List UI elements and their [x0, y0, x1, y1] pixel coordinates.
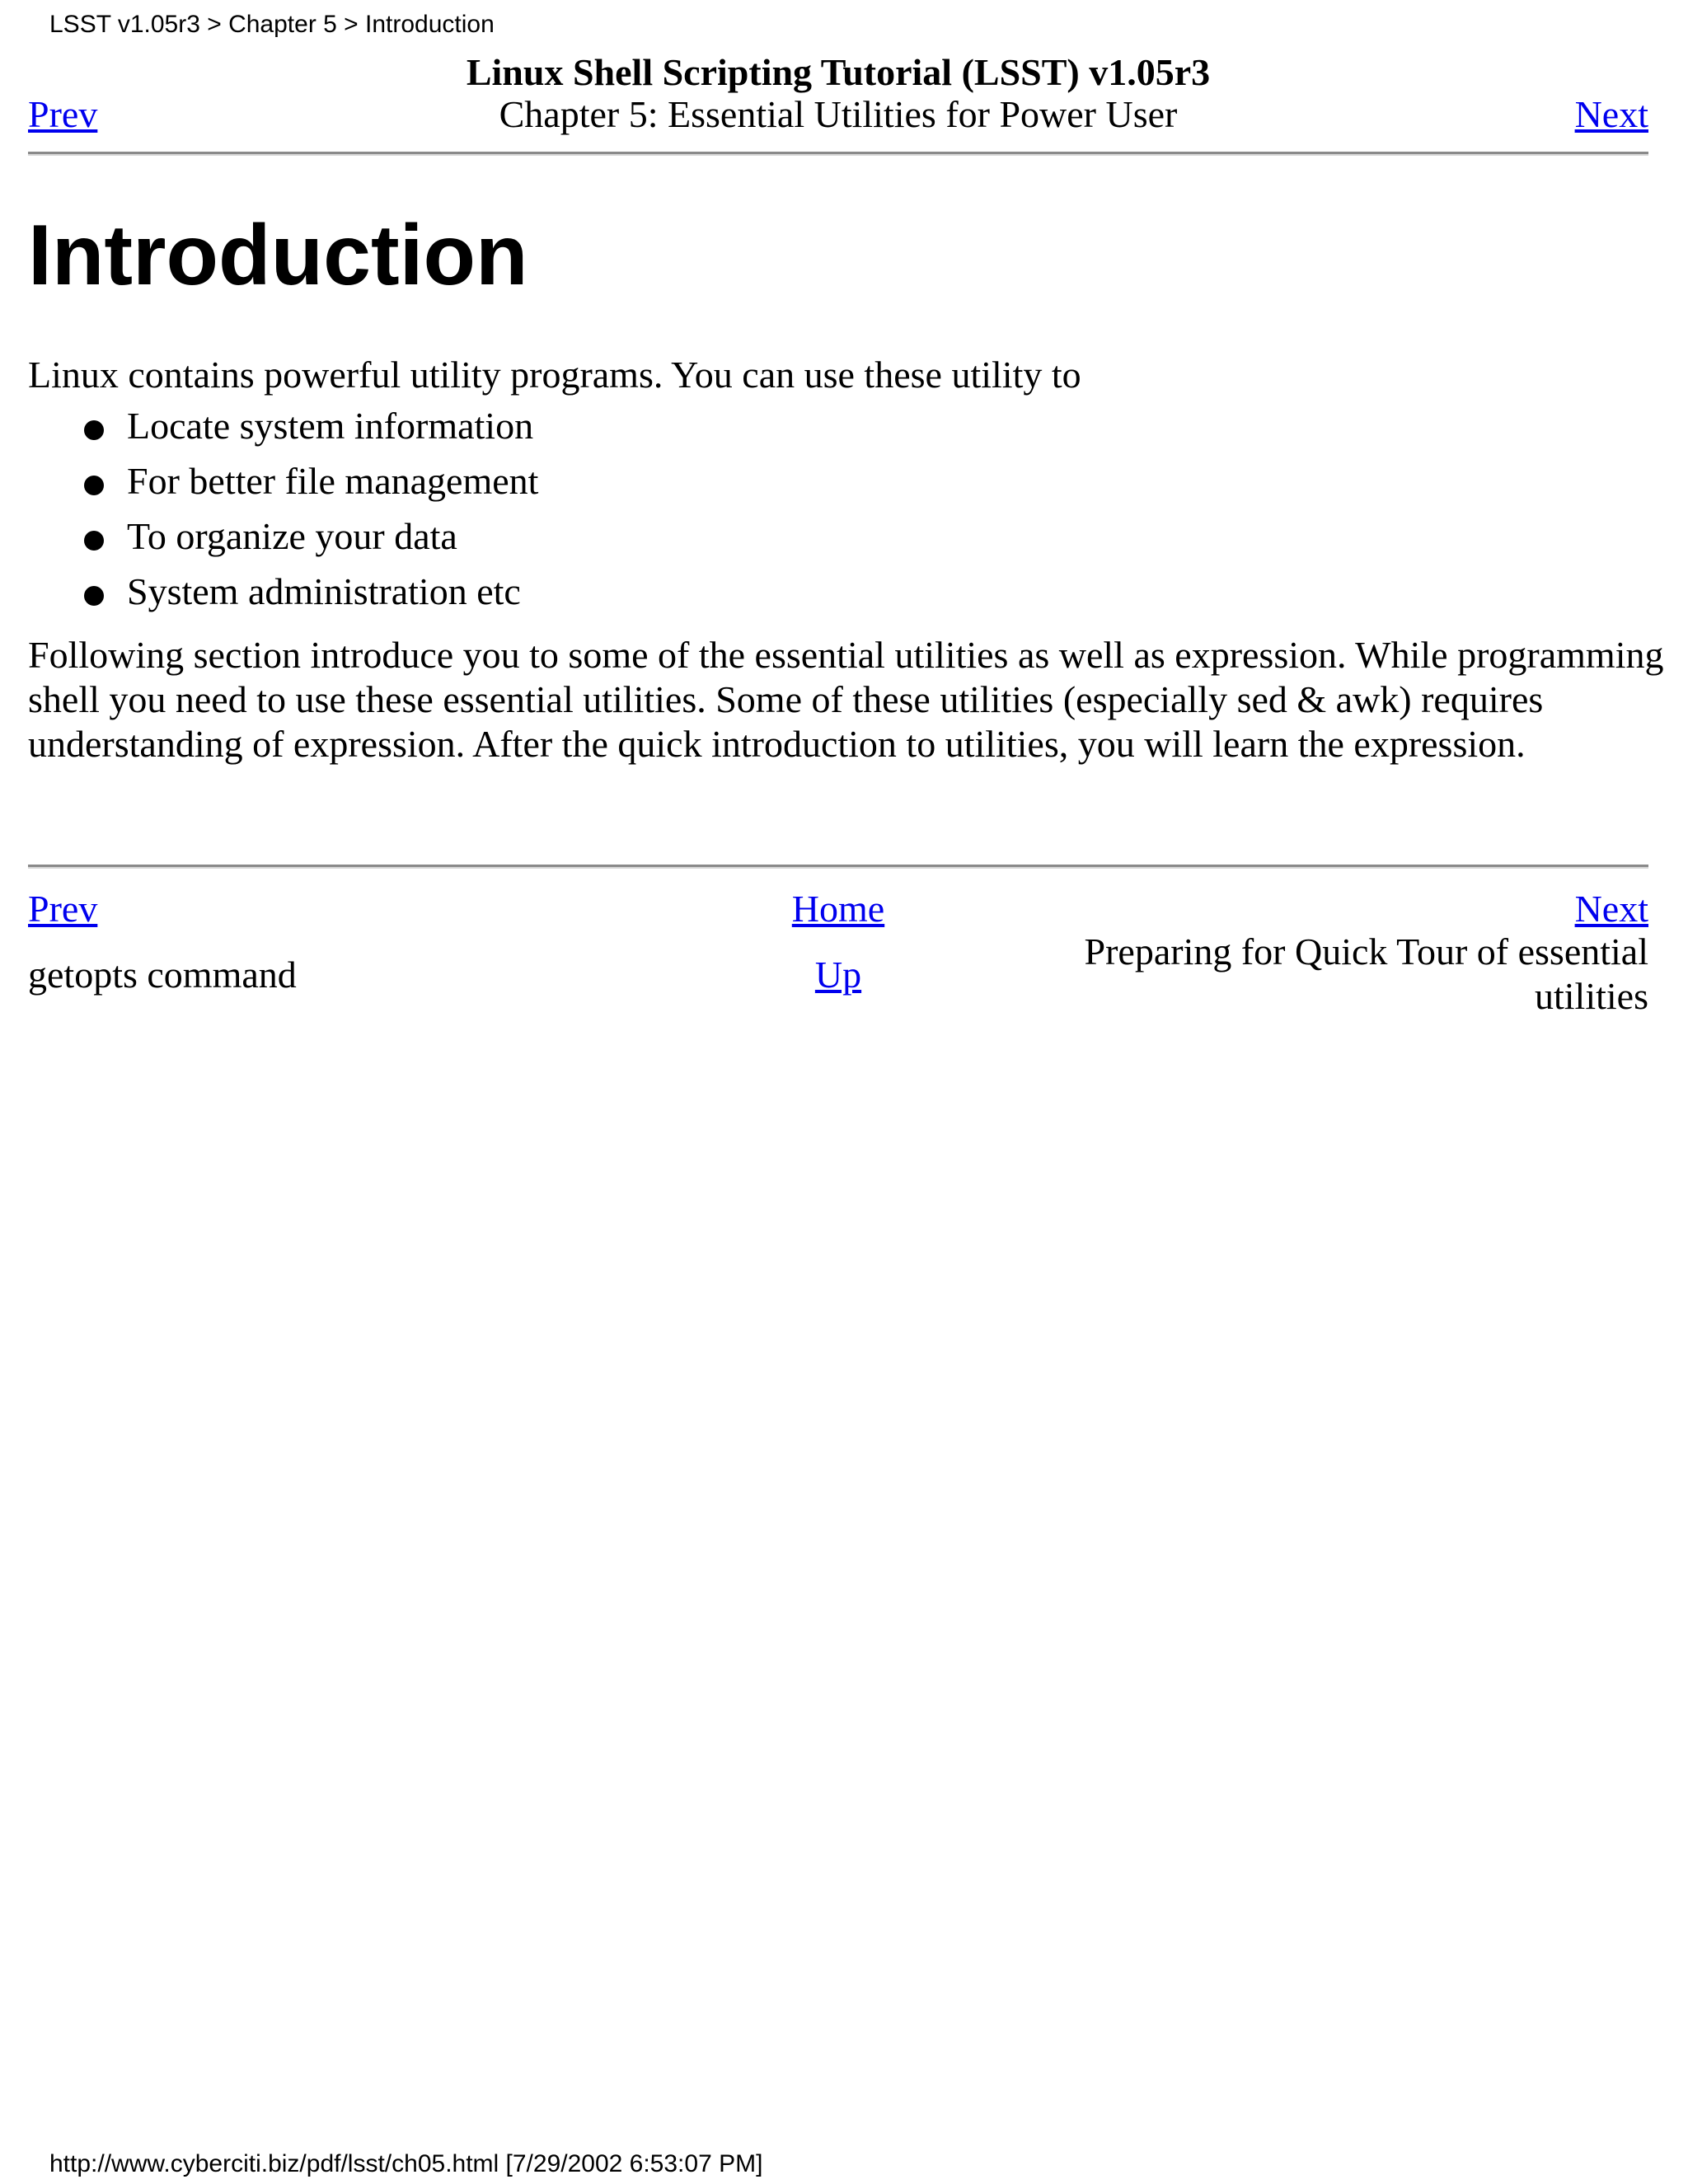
page-footer-url: http://www.cyberciti.biz/pdf/lsst/ch05.html [7/29/2002 6:53:07 PM] [49, 2150, 763, 2177]
page-title: Introduction [28, 208, 528, 303]
bottom-divider [28, 865, 1648, 869]
chapter-title: Chapter 5: Essential Utilities for Power User [499, 93, 1178, 135]
list-item [28, 514, 1668, 569]
top-divider [28, 152, 1648, 156]
top-next-link[interactable]: Next [1574, 93, 1648, 135]
home-link-cell [28, 887, 1648, 931]
prev-page-title: getopts command [28, 954, 297, 996]
list-item-text: For better file management [127, 460, 539, 502]
utility-uses-list [28, 404, 1668, 625]
bullet-icon [84, 420, 104, 440]
list-item [28, 459, 1668, 514]
next-page-title: Preparing for Quick Tour of essential utilities [1084, 930, 1648, 1017]
bottom-next-link[interactable]: Next [1574, 888, 1648, 930]
list-item [28, 569, 1668, 625]
book-title: Linux Shell Scripting Tutorial (LSST) v1.05r3 [466, 51, 1211, 93]
list-item [28, 404, 1668, 459]
top-navigation [28, 51, 1648, 143]
bullet-icon [84, 531, 104, 551]
page-breadcrumb: LSST v1.05r3 > Chapter 5 > Introduction [49, 11, 495, 38]
main-content [28, 353, 1668, 766]
bullet-icon [84, 586, 104, 606]
list-item-text: System administration etc [127, 570, 521, 612]
home-link[interactable]: Home [791, 888, 885, 930]
list-item-text: Locate system information [127, 405, 534, 447]
body-paragraph: Following section introduce you to some of the essential utilities as well as expression. While programming shell you need to use these essential utilities. Some of these utilities (especially sed & awk) requires understanding of expression. After the quick introduction to utilities, you will learn the expression. [28, 634, 1664, 765]
list-item-text: To organize your data [127, 515, 457, 557]
bottom-prev-link[interactable]: Prev [28, 888, 98, 930]
bullet-icon [84, 476, 104, 495]
top-prev-link[interactable]: Prev [28, 93, 98, 135]
up-link[interactable]: Up [814, 954, 862, 996]
intro-text: Linux contains powerful utility programs. You can use these utility to [28, 354, 1081, 396]
title-block [28, 51, 1648, 135]
